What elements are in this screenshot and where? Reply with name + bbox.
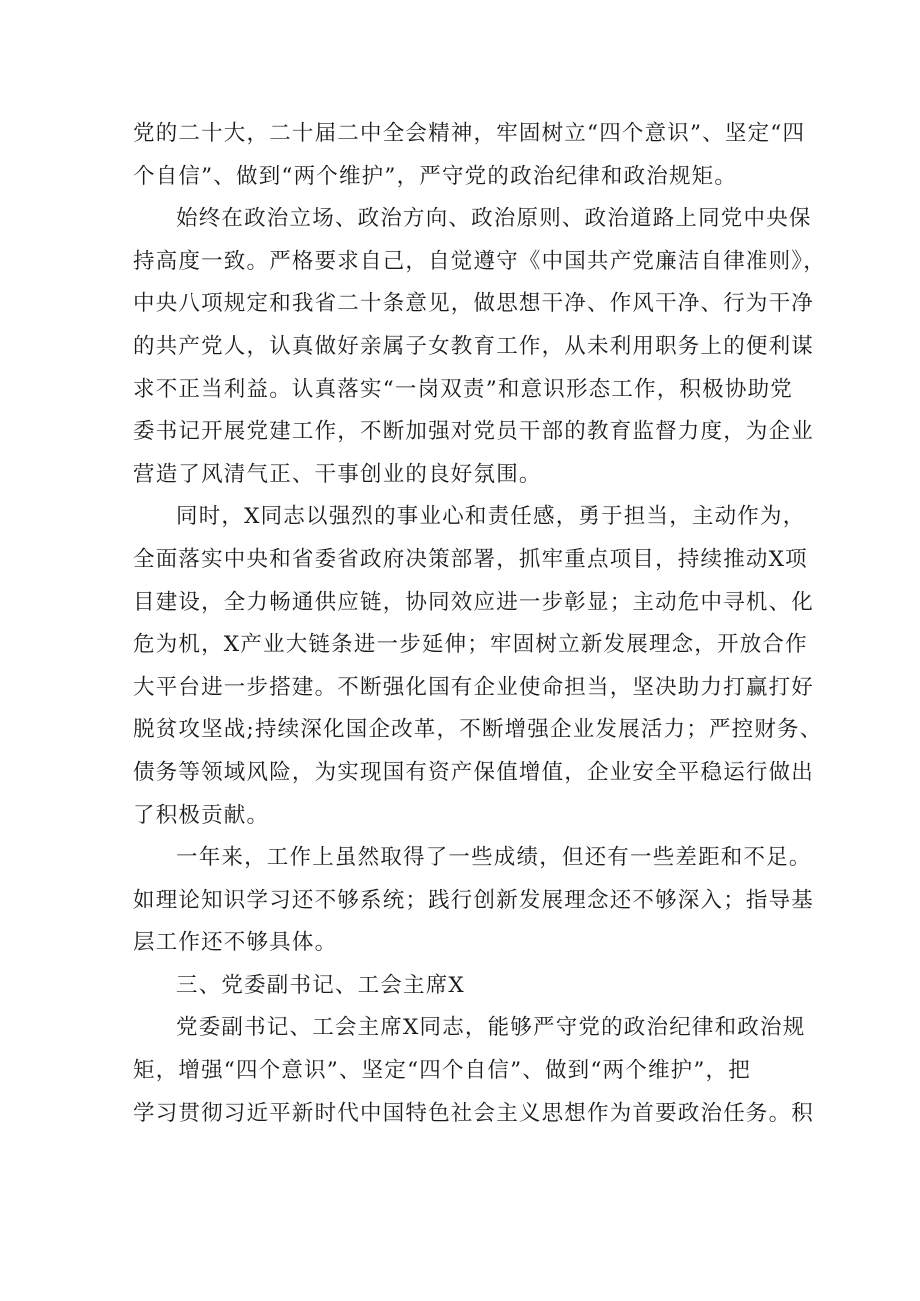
text-line: 同时，X同志以强烈的事业心和责任感，勇于担当，主动作为， (176, 504, 806, 530)
text-line: 的共产党人，认真做好亲属子女教育工作，从未利用职务上的便利谋 (133, 333, 815, 359)
text-line: 债务等领域风险，为实现国有资产保值增值，企业安全平稳运行做出 (133, 759, 815, 785)
text-line: 了积极贡献。 (133, 802, 270, 828)
text-line: 矩，增强“四个意识”、坚定“四个自信”、做到“两个维护”，把 (133, 1058, 751, 1084)
text-line: 危为机，X产业大链条进一步延伸；牢固树立新发展理念，开放合作 (133, 632, 808, 658)
text-line: 中央八项规定和我省二十条意见，做思想干净、作风干净、行为干净 (133, 291, 815, 317)
text-line: 持高度一致。严格要求自己，自觉遵守《中国共产党廉洁自律准则》， (133, 248, 826, 274)
text-line: 党的二十大，二十届二中全会精神，牢固树立“四个意识”、坚定“四 (133, 121, 806, 146)
text-line: 学习贯彻习近平新时代中国特色社会主义思想作为首要政治任务。积 (133, 1100, 815, 1126)
text-line: 一年来，工作上虽然取得了一些成绩，但还有一些差距和不足。 (176, 845, 812, 871)
text-line: 目建设，全力畅通供应链，协同效应进一步彰显；主动危中寻机、化 (133, 589, 815, 615)
text-line: 委书记开展党建工作，不断加强对党员干部的教育监督力度，为企业 (133, 419, 815, 445)
text-line: 党委副书记、工会主席X同志，能够严守党的政治纪律和政治规 (176, 1015, 806, 1041)
text-line: 如理论知识学习还不够系统；践行创新发展理念还不够深入；指导基 (133, 887, 815, 913)
text-line: 求不正当利益。认真落实“一岗双责”和意识形态工作，积极协助党 (133, 376, 793, 402)
section-heading: 三、党委副书记、工会主席X (176, 972, 465, 998)
text-line: 始终在政治立场、政治方向、政治原则、政治道路上同党中央保 (176, 206, 812, 232)
document-body (133, 113, 826, 1135)
text-line: 全面落实中央和省委省政府决策部署，抓牢重点项目，持续推动X项 (133, 546, 808, 572)
text-line: 个自信”、做到“两个维护”，严守党的政治纪律和政治规矩。 (133, 163, 738, 189)
text-line: 大平台进一步搭建。不断强化国有企业使命担当，坚决助力打赢打好 (133, 674, 815, 700)
text-line: 脱贫攻坚战;持续深化国企改革，不断增强企业发展活力；严控财务、 (133, 717, 823, 743)
text-line: 营造了风清气正、干事创业的良好氛围。 (133, 461, 542, 487)
text-line: 层工作还不够具体。 (133, 930, 338, 956)
